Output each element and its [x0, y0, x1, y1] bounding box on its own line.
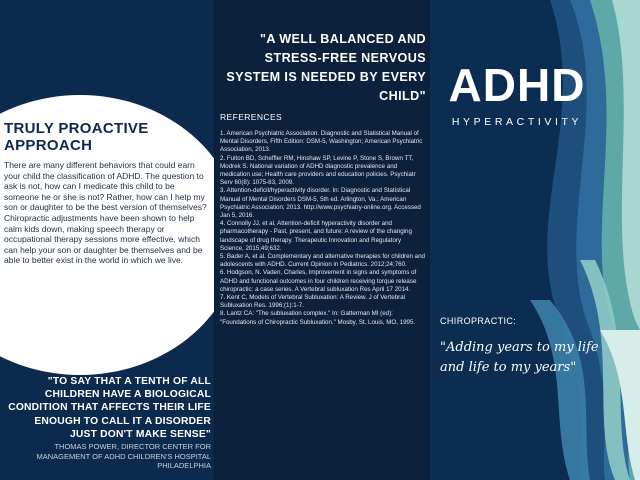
hyperactivity-subtitle: HYPERACTIVITY [451, 116, 583, 128]
quote-attribution: THOMAS POWER, DIRECTOR CENTER FOR MANAGEMENT OF ADHD CHILDREN'S HOSPITAL PHILADELPHIA [36, 442, 211, 470]
reference-item: 7. Kent C, Models of Vertebral Subluxation: A Review. J of Vertebral Subluxation Res. 1996;(1):1-7. [220, 294, 406, 310]
reference-item: 8. Lantz CA: "The subluxation complex." In: Gatterman MI (ed): "Foundations of Chiropractic Subluxation." Mosby, St. Louis, MO, 1995. [220, 310, 416, 326]
middle-panel [214, 0, 430, 480]
reference-item: 1. American Psychiatric Association. Diagnostic and Statistical Manual of Mental Disorders, Fifth Edition: DSM-5, Washington; American Psychiatric Association, 2013. [220, 130, 423, 154]
reference-item: 2. Fulton BD, Scheffler RM, Hinshaw SP, Levine P, Stone S, Brown TT, Modrek S. National variation of ADHD diagnostic prevalence and medication use; Health care providers and education policies. Psychiatr Serv 60(8): 1075-83, 2009. [220, 154, 416, 187]
right-panel [430, 0, 640, 480]
left-content [4, 120, 208, 266]
references-title: REFERENCES [220, 112, 283, 122]
adhd-title: ADHD [448, 59, 586, 111]
references-list [220, 130, 426, 327]
left-panel [0, 0, 214, 480]
pull-quote: "TO SAY THAT A TENTH OF ALL CHILDREN HAVE A BIOLOGICAL CONDITION THAT AFFECTS THEIR LIFE ENOUGH TO CALL IT A DISORDER JUST DON'T MAKE SENSE" [8, 376, 211, 440]
reference-item: 5. Bader A, et al. Complementary and alternative therapies for children and adolescents with ADHD. Current Opinion in Pediatrics. 2012;24;760. [220, 253, 425, 269]
reference-item: 4. Connolly JJ, et al, Attention-deficit hyperactivity disorder and pharmacotherapy - Past, present, and future: A review of the changing landscape of drug therapy. Therapeutic Innovation and Regulatory Science, 2015;49;632. [220, 220, 412, 252]
reference-item: 3. Attention-deficit/hyperactivity disorder. In: Diagnostic and Statistical Manual of Mental Disorders DSM-5, 5th ed. Arlington, Va.: American Psychiatric Association; 2013. http://www.psychiatry-online.org. Accessed Jan 5, 2016. [220, 187, 421, 220]
nervous-system-quote: "A WELL BALANCED AND STRESS-FREE NERVOUS SYSTEM IS NEEDED BY EVERY CHILD" [226, 32, 426, 103]
section-body-text: There are many different behaviors that could earn your child the classification of ADHD. The question to ask is not, how can I medicate this child to be someone he or she is not? Rather, how can I help my son or daughter to be the best version of themselves? Chiropractic adjustments have been shown to help calm kids down, making speech therapy or occupational therapy sessions more effective, which can help your son or daughter be themselves and be able to better exist in the world in which we live. [4, 160, 207, 266]
chiropractic-label: CHIROPRACTIC: [440, 316, 517, 326]
chiropractic-tagline: "Adding years to my life and life to my years" [440, 340, 599, 375]
section-heading: TRULY PROACTIVE APPROACH [4, 120, 149, 154]
reference-item: 6. Hodgson, N. Vaden, Charles, Improvement in signs and symptoms of ADHD and functional outcomes in four children receiving torque release chiropractic: a case series. A Vertebral subluxation Res April 17 2014. [220, 269, 417, 293]
